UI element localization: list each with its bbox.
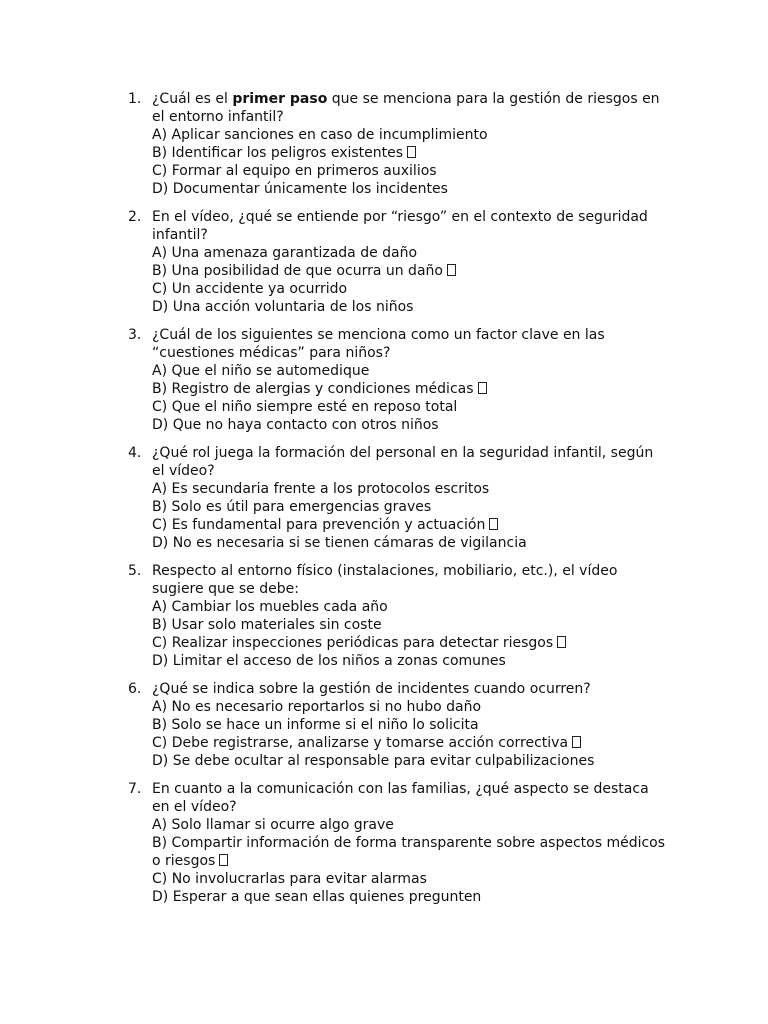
- option-c-label: C) Realizar inspecciones periódicas para detectar riesgos: [152, 635, 554, 651]
- question-list: [0, 90, 768, 906]
- answer-mark-icon: [407, 146, 416, 158]
- option-d: D) Documentar únicamente los incidentes: [152, 181, 448, 197]
- question-item: [0, 90, 768, 198]
- question-text-start: ¿Cuál es el: [152, 91, 233, 107]
- option-d: D) Se debe ocultar al responsable para evitar culpabilizaciones: [152, 753, 595, 769]
- option-a: A) Es secundaria frente a los protocolos escritos: [152, 481, 490, 497]
- question-text: [152, 90, 668, 126]
- answer-mark-icon: [572, 736, 581, 748]
- option-a: A) Cambiar los muebles cada año: [152, 599, 388, 615]
- question-number: 1.: [128, 91, 142, 107]
- question-number: 2.: [128, 209, 142, 225]
- answer-mark-icon: [557, 636, 566, 648]
- question-item: [0, 208, 768, 316]
- question-item: [0, 780, 768, 906]
- option-b: B) Solo es útil para emergencias graves: [152, 499, 432, 515]
- question-text-end: que se menciona para la gestión de riesgos en el entorno infantil?: [152, 91, 660, 125]
- question-text: En el vídeo, ¿qué se entiende por “riesgo” en el contexto de seguridad infantil?: [152, 209, 648, 243]
- option-c: [152, 634, 668, 652]
- question-text: En cuanto a la comunicación con las familias, ¿qué aspecto se destaca en el vídeo?: [152, 781, 649, 815]
- option-a: A) Que el niño se automedique: [152, 363, 370, 379]
- option-d: D) Esperar a que sean ellas quienes pregunten: [152, 889, 482, 905]
- option-d: D) Limitar el acceso de los niños a zonas comunes: [152, 653, 506, 669]
- option-c: [152, 516, 668, 534]
- question-text-bold: primer paso: [232, 91, 328, 107]
- option-c: C) Un accidente ya ocurrido: [152, 281, 348, 297]
- option-a: A) Una amenaza garantizada de daño: [152, 245, 418, 261]
- option-b-label: B) Una posibilidad de que ocurra un daño: [152, 263, 443, 279]
- question-item: [0, 444, 768, 552]
- option-b-label: B) Identificar los peligros existentes: [152, 145, 404, 161]
- option-a: A) Aplicar sanciones en caso de incumplimiento: [152, 127, 488, 143]
- question-number: 4.: [128, 445, 142, 461]
- answer-mark-icon: [489, 518, 498, 530]
- option-a: A) No es necesario reportarlos si no hubo daño: [152, 699, 482, 715]
- option-c: C) Formar al equipo en primeros auxilios: [152, 163, 437, 179]
- question-text: ¿Qué rol juega la formación del personal en la seguridad infantil, según el vídeo?: [152, 445, 654, 479]
- question-text: ¿Qué se indica sobre la gestión de incidentes cuando ocurren?: [152, 681, 591, 697]
- question-text: ¿Cuál de los siguientes se menciona como un factor clave en las “cuestiones médicas” para niños?: [152, 327, 605, 361]
- option-c: C) No involucrarlas para evitar alarmas: [152, 871, 427, 887]
- answer-mark-icon: [447, 264, 456, 276]
- option-b: [152, 834, 668, 870]
- question-text: Respecto al entorno físico (instalaciones, mobiliario, etc.), el vídeo sugiere que se debe:: [152, 563, 618, 597]
- question-number: 7.: [128, 781, 142, 797]
- question-number: 5.: [128, 563, 142, 579]
- question-item: [0, 326, 768, 434]
- option-b: [152, 380, 668, 398]
- option-b: [152, 262, 668, 280]
- option-d: D) Que no haya contacto con otros niños: [152, 417, 439, 433]
- option-b-label: B) Compartir información de forma transparente sobre aspectos médicos o riesgos: [152, 835, 666, 869]
- option-d: D) Una acción voluntaria de los niños: [152, 299, 414, 315]
- option-b-label: B) Registro de alergias y condiciones médicas: [152, 381, 474, 397]
- question-number: 3.: [128, 327, 142, 343]
- question-item: [0, 680, 768, 770]
- answer-mark-icon: [219, 854, 228, 866]
- option-b: [152, 144, 668, 162]
- option-d: D) No es necesaria si se tienen cámaras de vigilancia: [152, 535, 527, 551]
- option-c-label: C) Debe registrarse, analizarse y tomarse acción correctiva: [152, 735, 569, 751]
- option-c: C) Que el niño siempre esté en reposo total: [152, 399, 458, 415]
- option-b: B) Usar solo materiales sin coste: [152, 617, 382, 633]
- option-c: [152, 734, 668, 752]
- option-c-label: C) Es fundamental para prevención y actuación: [152, 517, 486, 533]
- answer-mark-icon: [478, 382, 487, 394]
- question-item: [0, 562, 768, 670]
- question-number: 6.: [128, 681, 142, 697]
- option-b: B) Solo se hace un informe si el niño lo solicita: [152, 717, 479, 733]
- option-a: A) Solo llamar si ocurre algo grave: [152, 817, 394, 833]
